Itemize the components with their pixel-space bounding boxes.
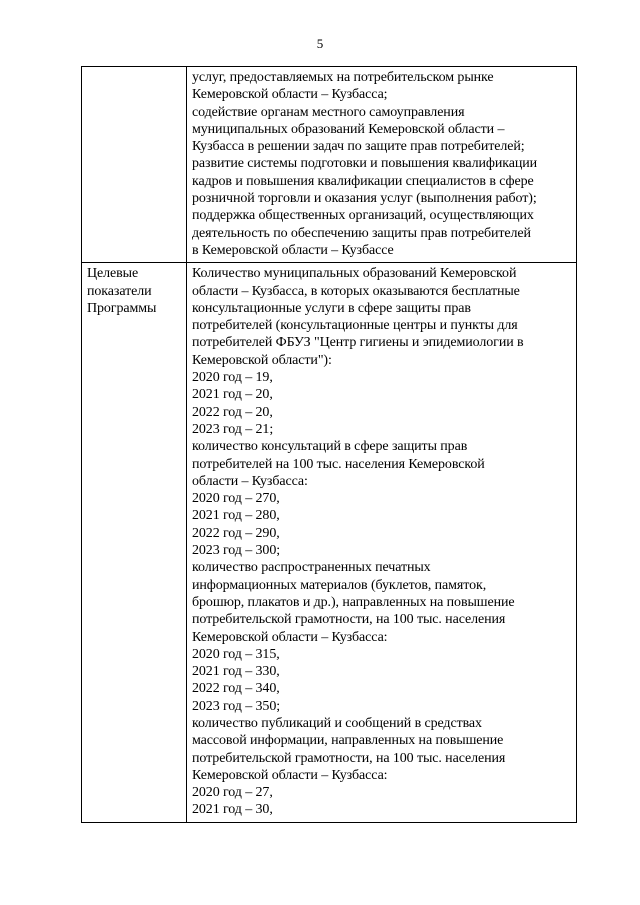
text-line: Кузбасса в решении задач по защите прав потребителей;	[192, 139, 525, 155]
text-line: 2022 год – 290,	[192, 525, 280, 541]
text-line: услуг, предоставляемых на потребительском рынке	[192, 70, 494, 85]
text-line: 2020 год – 19,	[192, 370, 273, 386]
text-line: 2020 год – 270,	[192, 491, 280, 507]
text-line: информационных материалов (буклетов, памяток,	[192, 577, 487, 593]
row-content-cell	[187, 67, 577, 263]
row-content	[192, 69, 572, 259]
text-line: Кемеровской области – Кузбасса:	[192, 629, 388, 645]
text-line: 2022 год – 20,	[192, 404, 273, 420]
text-line: 2020 год – 27,	[192, 785, 273, 801]
text-line: брошюр, плакатов и др.), направленных на повышение	[192, 594, 515, 610]
row-label-cell	[82, 263, 187, 823]
text-line: потребителей ФБУЗ "Центр гигиены и эпидемиологии в	[192, 335, 524, 351]
table-row	[82, 67, 577, 263]
text-line: муниципальных образований Кемеровской области –	[192, 121, 505, 137]
text-line: количество распространенных печатных	[192, 560, 431, 576]
text-line: кадров и повышения квалификации специалистов в сфере	[192, 173, 534, 189]
text-line: Целевые	[87, 266, 139, 282]
page-number: 5	[316, 36, 324, 51]
text-line: количество публикаций и сообщений в средствах	[192, 715, 482, 731]
text-line: развитие системы подготовки и повышения квалификации	[192, 156, 538, 172]
text-line: розничной торговли и оказания услуг (выполнения работ);	[192, 191, 537, 207]
text-line: 2022 год – 340,	[192, 681, 280, 697]
text-line: количество консультаций в сфере защиты прав	[192, 439, 468, 455]
text-line: 2023 год – 300;	[192, 543, 281, 559]
text-line: поддержка общественных организаций, осуществляющих	[192, 208, 534, 224]
text-line: консультационные услуги в сфере защиты прав	[192, 300, 471, 316]
row-label-cell	[82, 67, 187, 263]
table-row	[82, 263, 577, 823]
text-line: 2023 год – 21;	[192, 421, 274, 437]
text-line: 2021 год – 30,	[192, 802, 273, 818]
text-line: массовой информации, направленных на повышение	[192, 733, 504, 749]
text-line: 2021 год – 330,	[192, 664, 280, 680]
text-line: потребителей на 100 тыс. населения Кемеровской	[192, 456, 485, 472]
program-passport-table	[81, 66, 577, 823]
row-label	[87, 265, 182, 317]
row-content	[192, 265, 572, 819]
text-line: Кемеровской области"):	[192, 352, 332, 368]
text-line: Количество муниципальных образований Кемеровской	[192, 266, 517, 282]
text-line: Кемеровской области – Кузбасса:	[192, 767, 388, 783]
text-line: потребителей (консультационные центры и пункты для	[192, 318, 518, 334]
row-content-cell	[187, 263, 577, 823]
text-line: области – Кузбасса, в которых оказываются бесплатные	[192, 283, 520, 299]
text-line: потребительской грамотности, на 100 тыс. населения	[192, 750, 506, 766]
text-line: показатели	[87, 283, 152, 299]
text-line: 2021 год – 20,	[192, 387, 273, 403]
text-line: в Кемеровской области – Кузбассе	[192, 242, 394, 258]
text-line: деятельность по обеспечению защиты прав потребителей	[192, 225, 531, 241]
text-line: 2021 год – 280,	[192, 508, 280, 524]
text-line: 2020 год – 315,	[192, 646, 280, 662]
text-line: Кемеровской области – Кузбасса;	[192, 87, 388, 103]
text-line: содействие органам местного самоуправления	[192, 104, 465, 120]
text-line: Программы	[87, 300, 157, 316]
text-line: 2023 год – 350;	[192, 698, 281, 714]
text-line: области – Кузбасса:	[192, 473, 308, 489]
text-line: потребительской грамотности, на 100 тыс. населения	[192, 612, 506, 628]
